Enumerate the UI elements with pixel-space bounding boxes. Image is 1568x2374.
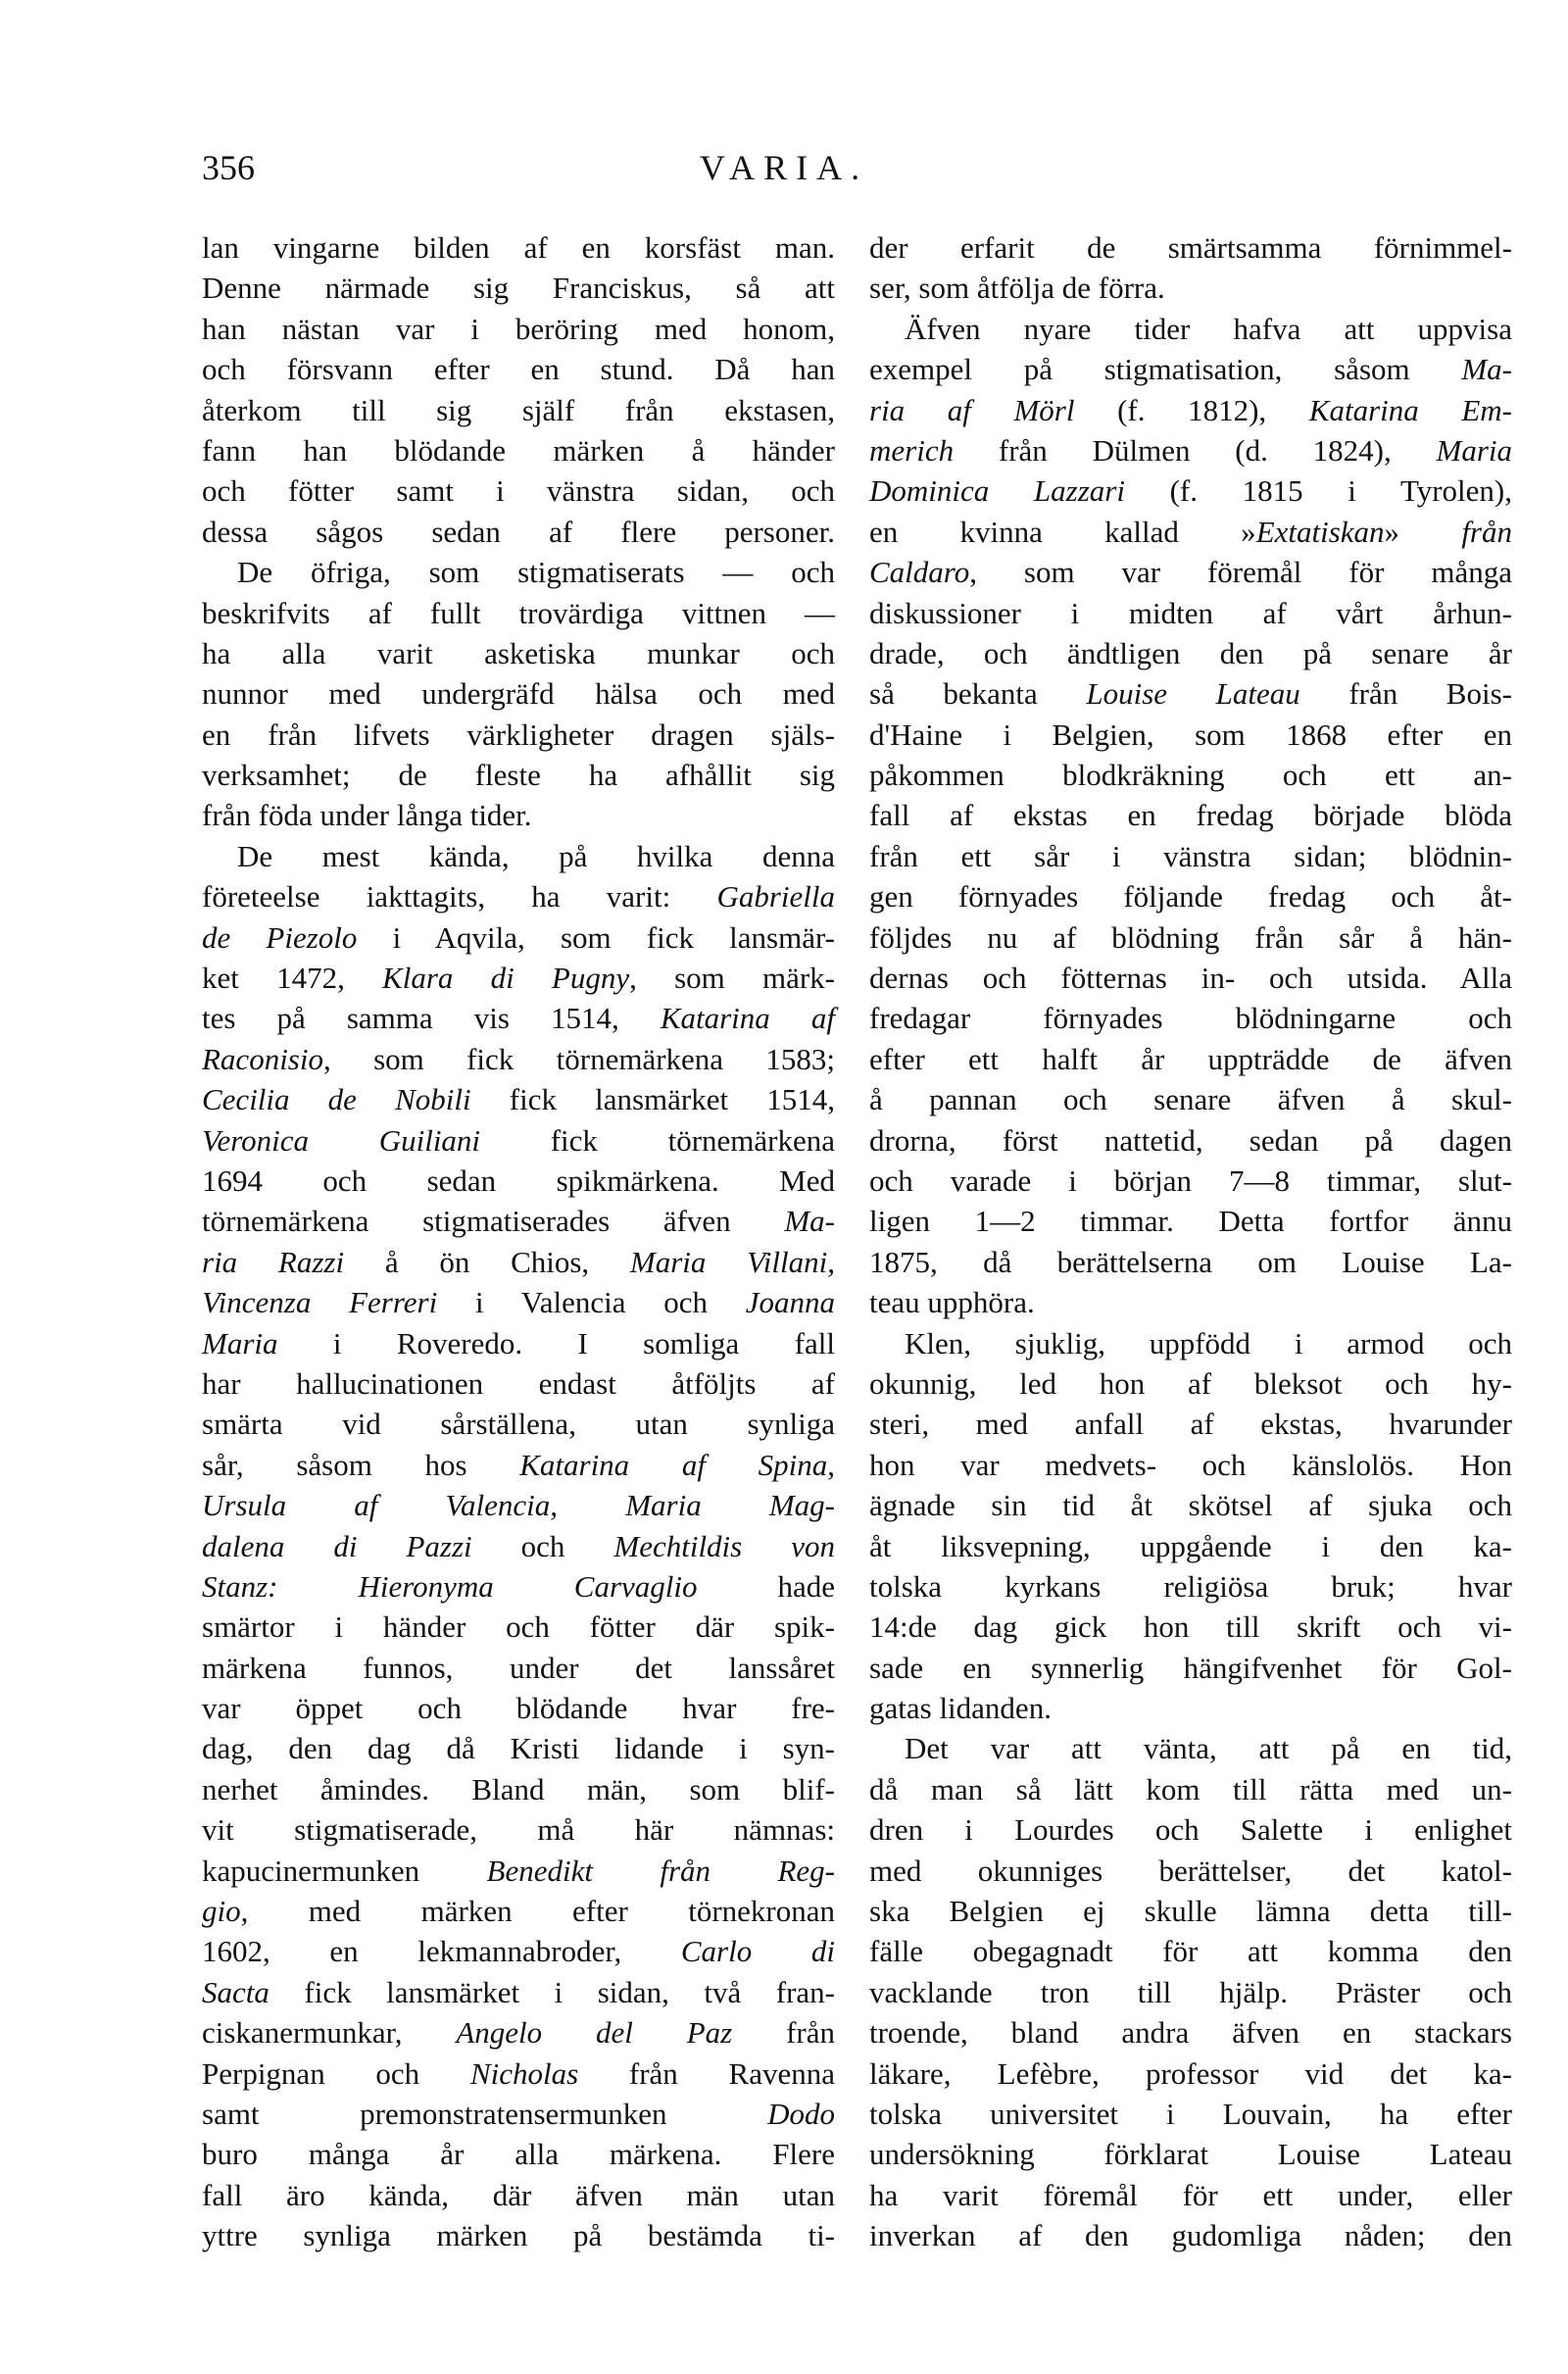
text-line bbox=[202, 998, 835, 1038]
text-run: och fötter samt i vänstra sidan, och bbox=[202, 473, 835, 509]
text-run: (f. 1812), bbox=[1074, 392, 1309, 427]
text-run: inverkan af den gudomliga nåden; den bbox=[869, 2218, 1512, 2253]
text-run: , som märk- bbox=[629, 961, 836, 996]
text-line bbox=[869, 1891, 1512, 1931]
text-line bbox=[202, 268, 835, 308]
text-line bbox=[202, 1931, 835, 1971]
text-line bbox=[869, 470, 1512, 511]
text-line bbox=[202, 1607, 835, 1647]
text-run: 1875, då berättelserna om Louise La- bbox=[869, 1244, 1512, 1279]
text-line bbox=[869, 1972, 1512, 2012]
text-line bbox=[869, 552, 1512, 592]
text-run: drorna, först nattetid, sedan på dagen bbox=[869, 1122, 1512, 1158]
text-line bbox=[202, 1769, 835, 1809]
text-run: fälle obegagnadt för att komma den bbox=[869, 1934, 1512, 1969]
text-run: påkommen blodkräkning och ett an- bbox=[869, 758, 1512, 793]
text-line bbox=[202, 1323, 835, 1363]
text-run: Denne närmade sig Franciskus, så att bbox=[202, 271, 835, 306]
text-run: der erfarit de smärtsamma förnimmel- bbox=[869, 230, 1512, 265]
text-run: då man så lätt kom till rätta med un- bbox=[869, 1771, 1512, 1806]
text-run: 1694 och sedan spikmärkena. Med bbox=[202, 1162, 835, 1198]
text-line bbox=[869, 1769, 1512, 1809]
text-run: tolska kyrkans religiösa bruk; hvar bbox=[869, 1568, 1512, 1604]
italic-text: Extatiskan bbox=[1255, 514, 1385, 549]
text-run: och varade i början 7—8 timmar, slut- bbox=[869, 1162, 1512, 1198]
text-line bbox=[202, 1891, 835, 1931]
text-line bbox=[869, 593, 1512, 633]
text-line bbox=[202, 227, 835, 268]
text-line bbox=[869, 2012, 1512, 2053]
text-line bbox=[869, 715, 1512, 755]
text-line bbox=[202, 1526, 835, 1566]
text-line bbox=[869, 349, 1512, 389]
running-head: VARIA. bbox=[699, 148, 869, 187]
text-line bbox=[869, 309, 1512, 349]
text-run: (f. 1815 i Tyrolen), bbox=[1124, 473, 1512, 509]
text-run: okunnig, led hon af bleksot och hy- bbox=[869, 1365, 1512, 1401]
text-line bbox=[202, 2053, 835, 2094]
text-line bbox=[869, 1526, 1512, 1566]
text-line bbox=[202, 1120, 835, 1161]
text-run: sår, såsom hos bbox=[202, 1447, 520, 1482]
text-run: ser, som åtfölja de förra. bbox=[869, 271, 1165, 306]
text-line bbox=[869, 1039, 1512, 1079]
text-run: ägnade sin tid åt skötsel af sjuka och bbox=[869, 1488, 1512, 1523]
text-run: De mest kända, på hvilka denna bbox=[237, 838, 835, 873]
text-line bbox=[869, 673, 1512, 714]
text-run: dernas och fötternas in- och utsida. Alla bbox=[869, 961, 1512, 996]
text-run: troende, bland andra äfven en stackars bbox=[869, 2015, 1512, 2051]
text-line bbox=[869, 1404, 1512, 1444]
text-line bbox=[202, 2094, 835, 2134]
text-line bbox=[202, 958, 835, 998]
text-run: en kvinna kallad » bbox=[869, 514, 1256, 549]
text-line bbox=[869, 836, 1512, 876]
text-run: nunnor med undergräfd hälsa och med bbox=[202, 676, 835, 712]
text-line bbox=[869, 2094, 1512, 2134]
text-line bbox=[202, 715, 835, 755]
text-run: han nästan var i beröring med honom, bbox=[202, 311, 835, 346]
italic-text: de Piezolo bbox=[202, 919, 358, 955]
text-line bbox=[869, 1485, 1512, 1525]
text-line bbox=[869, 2134, 1512, 2174]
italic-text: ria af Mörl bbox=[869, 392, 1075, 427]
italic-text: Stanz: Hieronyma Carvaglio bbox=[202, 1568, 698, 1604]
text-run: vacklande tron till hjälp. Präster och bbox=[869, 1974, 1512, 2009]
text-line bbox=[202, 1485, 835, 1525]
italic-text: merich bbox=[869, 432, 955, 468]
text-run: fall äro kända, där äfven män utan bbox=[202, 2177, 835, 2212]
text-run: teau upphöra. bbox=[869, 1285, 1035, 1320]
text-line bbox=[202, 1404, 835, 1444]
text-line bbox=[869, 795, 1512, 835]
text-line bbox=[202, 876, 835, 916]
text-line bbox=[869, 512, 1512, 552]
text-run: dren i Lourdes och Salette i enlighet bbox=[869, 1812, 1512, 1848]
text-run: från föda under långa tider. bbox=[202, 798, 532, 833]
text-line bbox=[869, 1728, 1512, 1768]
text-run: tolska universitet i Louvain, ha efter bbox=[869, 2096, 1512, 2131]
text-line bbox=[869, 1809, 1512, 1850]
text-line bbox=[869, 633, 1512, 673]
text-line bbox=[869, 227, 1512, 268]
italic-text: Ursula af Valencia, Maria Mag- bbox=[202, 1488, 835, 1523]
text-line bbox=[869, 430, 1512, 470]
text-run: en från lifvets värkligheter dragen själs- bbox=[202, 717, 835, 752]
italic-text: Ma- bbox=[784, 1204, 835, 1239]
text-line bbox=[202, 633, 835, 673]
text-run: d'Haine i Belgien, som 1868 efter en bbox=[869, 717, 1512, 752]
text-run: undersökning förklarat Louise Lateau bbox=[869, 2137, 1512, 2172]
text-line bbox=[202, 1648, 835, 1688]
text-line bbox=[869, 1120, 1512, 1161]
text-line bbox=[202, 755, 835, 795]
text-run: från Dülmen (d. 1824), bbox=[954, 432, 1437, 468]
text-run: i Roveredo. I somliga fall bbox=[277, 1325, 835, 1360]
italic-text: Dodo bbox=[767, 2096, 835, 2131]
text-line bbox=[869, 958, 1512, 998]
text-line bbox=[869, 1201, 1512, 1241]
italic-text: Gabriella bbox=[716, 879, 835, 915]
text-line bbox=[869, 1242, 1512, 1282]
italic-text: ria Razzi bbox=[202, 1244, 345, 1279]
italic-text: Raconisio bbox=[202, 1041, 323, 1076]
text-line bbox=[202, 673, 835, 714]
text-line bbox=[202, 1851, 835, 1891]
text-run: läkare, Lefèbre, professor vid det ka- bbox=[869, 2055, 1512, 2091]
text-line bbox=[869, 2175, 1512, 2215]
text-run: lan vingarne bilden af en korsfäst man. bbox=[202, 230, 835, 265]
text-run: från Bois- bbox=[1299, 676, 1512, 712]
text-line bbox=[869, 1161, 1512, 1201]
text-line bbox=[202, 1039, 835, 1079]
italic-text: från bbox=[1461, 514, 1512, 549]
text-run: ligen 1—2 timmar. Detta fortfor ännu bbox=[869, 1204, 1512, 1239]
text-line bbox=[202, 1688, 835, 1728]
italic-text: Veronica Guiliani bbox=[202, 1122, 481, 1158]
text-line bbox=[869, 876, 1512, 916]
text-run: , med märken efter törnekronan bbox=[240, 1894, 835, 1929]
text-line bbox=[869, 1851, 1512, 1891]
text-line bbox=[202, 390, 835, 430]
text-run: nerhet åmindes. Bland män, som blif- bbox=[202, 1771, 835, 1806]
text-run: kapucinermunken bbox=[202, 1853, 487, 1888]
italic-text: dalena di Pazzi bbox=[202, 1528, 472, 1563]
text-line bbox=[869, 1607, 1512, 1647]
text-line bbox=[202, 430, 835, 470]
italic-text: Maria Villani, bbox=[629, 1244, 835, 1279]
text-run: har hallucinationen endast åtföljts af bbox=[202, 1365, 835, 1401]
text-line bbox=[869, 1363, 1512, 1404]
text-line bbox=[202, 917, 835, 958]
text-line bbox=[869, 1688, 1512, 1728]
text-run: drade, och ändtligen den på senare år bbox=[869, 635, 1512, 670]
italic-text: Angelo del Paz bbox=[456, 2015, 733, 2051]
text-run: så bekanta bbox=[869, 676, 1087, 712]
italic-text: Maria bbox=[202, 1325, 278, 1360]
text-line bbox=[869, 1566, 1512, 1607]
text-run: » bbox=[1384, 514, 1462, 549]
text-run: fick törnemärkena bbox=[480, 1122, 836, 1158]
text-line bbox=[202, 552, 835, 592]
text-line bbox=[202, 1282, 835, 1322]
text-run: smärtor i händer och fötter där spik- bbox=[202, 1609, 835, 1645]
italic-text: Katarina Em- bbox=[1308, 392, 1512, 427]
text-run: var öppet och blödande hvar fre- bbox=[202, 1691, 835, 1726]
italic-text: Katarina af Spina bbox=[519, 1447, 828, 1482]
text-line bbox=[202, 1809, 835, 1850]
text-run: åt liksvepning, uppgående i den ka- bbox=[869, 1528, 1512, 1563]
text-run: följdes nu af blödning från sår å hän- bbox=[869, 919, 1512, 955]
text-run: dessa sågos sedan af flere personer. bbox=[202, 514, 835, 549]
text-run: steri, med anfall af ekstas, hvarunder bbox=[869, 1407, 1512, 1442]
text-line bbox=[202, 2175, 835, 2215]
text-run: från ett sår i vänstra sidan; blödnin- bbox=[869, 838, 1512, 873]
text-line bbox=[202, 836, 835, 876]
text-run: exempel på stigmatisation, såsom bbox=[869, 352, 1462, 387]
text-line bbox=[869, 390, 1512, 430]
text-run: samt premonstratensermunken bbox=[202, 2096, 768, 2131]
text-line bbox=[202, 1201, 835, 1241]
text-run: De öfriga, som stigmatiserats — och bbox=[237, 555, 835, 590]
text-line bbox=[869, 998, 1512, 1038]
text-run: ha varit föremål för ett under, eller bbox=[869, 2177, 1512, 2212]
text-run: ska Belgien ej skulle lämna detta till- bbox=[869, 1894, 1512, 1929]
text-run: ha alla varit asketiska munkar och bbox=[202, 635, 835, 670]
italic-text: Klara di Pugny bbox=[382, 961, 630, 996]
italic-text: Caldaro bbox=[869, 555, 970, 590]
text-run: märkena funnos, under det lanssåret bbox=[202, 1650, 835, 1685]
text-line bbox=[869, 755, 1512, 795]
text-run: Äfven nyare tider hafva att uppvisa bbox=[905, 311, 1512, 346]
text-run: å ön Chios, bbox=[344, 1244, 630, 1279]
text-line bbox=[869, 1079, 1512, 1119]
text-line bbox=[202, 349, 835, 389]
text-line bbox=[202, 1566, 835, 1607]
text-column-left bbox=[202, 227, 835, 2256]
text-run: hon var medvets- och känslolös. Hon bbox=[869, 1447, 1512, 1482]
text-line bbox=[202, 2215, 835, 2255]
page-number: 356 bbox=[202, 148, 255, 187]
text-run: , som var föremål för många bbox=[969, 555, 1512, 590]
text-run: törnemärkena stigmatiserades äfven bbox=[202, 1204, 785, 1239]
text-run: fredagar förnyades blödningarne och bbox=[869, 1001, 1512, 1036]
text-run: tes på samma vis 1514, bbox=[202, 1001, 661, 1036]
text-run: med okunniges berättelser, det katol- bbox=[869, 1853, 1512, 1888]
text-line bbox=[869, 1445, 1512, 1485]
text-line bbox=[202, 512, 835, 552]
text-line bbox=[869, 268, 1512, 308]
text-run: i Aqvila, som fick lansmär- bbox=[357, 919, 835, 955]
text-run: återkom till sig själf från ekstasen, bbox=[202, 392, 835, 427]
text-run: från bbox=[732, 2015, 836, 2051]
text-line bbox=[869, 2053, 1512, 2094]
text-run: smärta vid sårställena, utan synliga bbox=[202, 1407, 835, 1442]
text-line bbox=[202, 1728, 835, 1768]
text-run: , som fick törnemärkena 1583; bbox=[323, 1041, 835, 1076]
text-line bbox=[869, 2215, 1512, 2255]
text-line bbox=[202, 1972, 835, 2012]
italic-text: Vincenza Ferreri bbox=[202, 1285, 438, 1320]
text-line bbox=[202, 795, 835, 835]
text-run: gatas lidanden. bbox=[869, 1691, 1052, 1726]
text-run: och försvann efter en stund. Då han bbox=[202, 352, 835, 387]
italic-text: Cecilia de Nobili bbox=[202, 1082, 471, 1117]
text-line bbox=[869, 917, 1512, 958]
text-run: yttre synliga märken på bestämda ti- bbox=[202, 2218, 835, 2253]
italic-text: Carlo di bbox=[680, 1934, 835, 1969]
text-run: diskussioner i midten af vårt århun- bbox=[869, 595, 1512, 630]
text-run: verksamhet; de fleste ha afhållit sig bbox=[202, 758, 835, 793]
text-run: från Ravenna bbox=[578, 2055, 835, 2091]
text-line bbox=[202, 309, 835, 349]
text-line bbox=[869, 1282, 1512, 1322]
italic-text: Katarina af bbox=[660, 1001, 835, 1036]
text-run: ciskanermunkar, bbox=[202, 2015, 457, 2051]
text-run: 1602, en lekmannabroder, bbox=[202, 1934, 681, 1969]
text-line bbox=[869, 1323, 1512, 1363]
text-line bbox=[202, 1445, 835, 1485]
text-run: dag, den dag då Kristi lidande i syn- bbox=[202, 1731, 835, 1766]
text-run: Det var att vänta, att på en tid, bbox=[905, 1731, 1512, 1766]
text-run: och bbox=[471, 1528, 614, 1563]
text-run: fann han blödande märken å händer bbox=[202, 432, 835, 468]
text-run: fall af ekstas en fredag började blöda bbox=[869, 798, 1512, 833]
text-run: gen förnyades följande fredag och åt- bbox=[869, 879, 1512, 915]
italic-text: Benedikt från Reg- bbox=[486, 1853, 835, 1888]
italic-text: Maria bbox=[1436, 432, 1512, 468]
italic-text: gio bbox=[202, 1894, 241, 1929]
text-run: beskrifvits af fullt trovärdiga vittnen — bbox=[202, 595, 835, 630]
text-run: , bbox=[827, 1447, 835, 1482]
text-run: buro många år alla märkena. Flere bbox=[202, 2137, 835, 2172]
text-run: Perpignan och bbox=[202, 2055, 470, 2091]
text-run: fick lansmärket i sidan, två fran- bbox=[269, 1974, 835, 2009]
italic-text: Louise Lateau bbox=[1086, 676, 1300, 712]
text-run: efter ett halft år uppträdde de äfven bbox=[869, 1041, 1512, 1076]
text-run: ket 1472, bbox=[202, 961, 383, 996]
text-run: fick lansmärket 1514, bbox=[470, 1082, 835, 1117]
italic-text: Ma- bbox=[1461, 352, 1512, 387]
text-line bbox=[202, 1242, 835, 1282]
text-line bbox=[202, 2012, 835, 2053]
text-line bbox=[202, 470, 835, 511]
text-run: å pannan och senare äfven å skul- bbox=[869, 1082, 1512, 1117]
italic-text: Nicholas bbox=[469, 2055, 579, 2091]
text-run: vit stigmatiserade, må här nämnas: bbox=[202, 1812, 835, 1848]
italic-text: Joanna bbox=[745, 1285, 835, 1320]
text-line bbox=[869, 1648, 1512, 1688]
text-run: 14:de dag gick hon till skrift och vi- bbox=[869, 1609, 1512, 1645]
text-line bbox=[202, 2134, 835, 2174]
text-line bbox=[202, 1161, 835, 1201]
text-run: Klen, sjuklig, uppfödd i armod och bbox=[905, 1325, 1512, 1360]
text-line bbox=[202, 1079, 835, 1119]
italic-text: Sacta bbox=[202, 1974, 270, 2009]
text-line bbox=[869, 1931, 1512, 1971]
text-line bbox=[202, 1363, 835, 1404]
text-line bbox=[202, 593, 835, 633]
italic-text: Mechtildis von bbox=[613, 1528, 835, 1563]
text-column-right bbox=[869, 227, 1512, 2256]
text-run: företeelse iakttagits, ha varit: bbox=[202, 879, 717, 915]
italic-text: Dominica Lazzari bbox=[869, 473, 1125, 509]
text-run: i Valencia och bbox=[437, 1285, 746, 1320]
text-run: sade en synnerlig hängifvenhet för Gol- bbox=[869, 1650, 1512, 1685]
text-run: hade bbox=[697, 1568, 835, 1604]
